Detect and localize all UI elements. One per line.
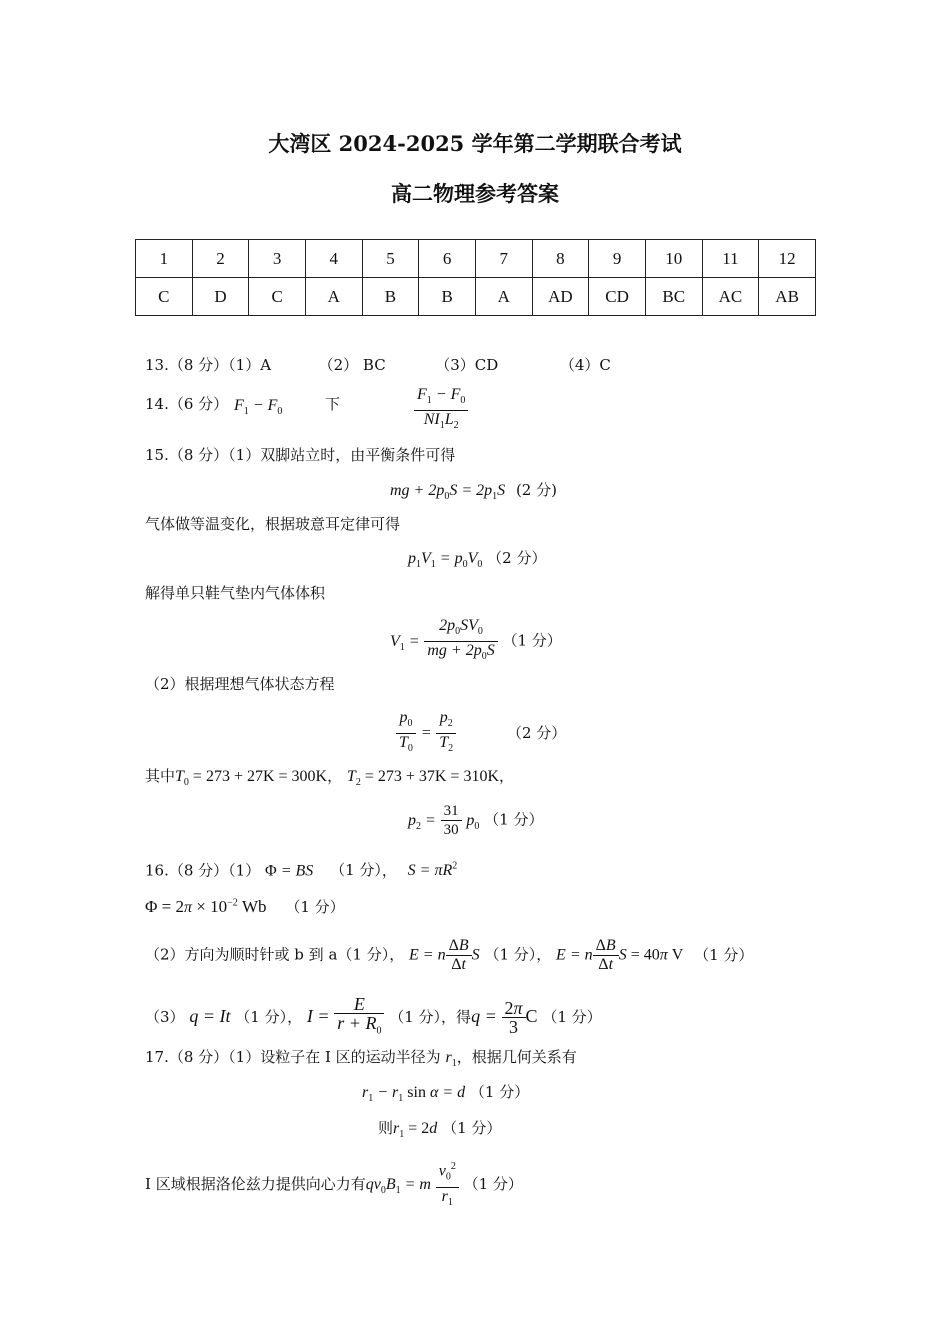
q14-head: 14.（6 分） <box>145 395 229 413</box>
q16-get: ，得 <box>441 1007 472 1026</box>
q16-line3: （2）方向为顺时针或 b 到 a（1 分）， E = n $\frac{\Delta B}{\Delta t}$ S （1 分）， E = n $\frac{\Delta B}{\Delta t}$ S = 40π V （1 分） <box>145 937 754 973</box>
q16-score: （1 分） <box>389 1007 442 1026</box>
q15-score: （1 分） <box>484 810 544 829</box>
answer-cell: A <box>475 278 532 316</box>
q17-score: （1 分） <box>469 1083 530 1101</box>
q17-score: （1 分） <box>463 1174 523 1193</box>
number-cell: 9 <box>589 240 646 278</box>
page-title: 大湾区 2024-2025 学年第二学期联合考试 <box>268 131 682 156</box>
q15-text-state: （2）根据理想气体状态方程 <box>145 675 335 693</box>
q16-part3: （3） <box>145 1007 185 1026</box>
answer-cell: AD <box>532 278 589 316</box>
q14-answer2: 下 <box>325 395 341 413</box>
q15-eq-balance: mg + $2p_0S = 2p_1S$ (2 分) <box>390 481 557 503</box>
q17-then: 则 <box>378 1119 394 1137</box>
q15-score: （2 分） <box>506 723 567 742</box>
answer-table-number-row <box>136 240 816 278</box>
q17-eq-radius: 则$r_1 = 2d$ （1 分） <box>378 1119 502 1141</box>
q15-text-boyle: 气体做等温变化，根据玻意耳定律可得 <box>145 515 401 533</box>
q16-sep: ， <box>287 1007 303 1026</box>
q16-part2: （2）方向为顺时针或 b 到 a（1 分）， <box>145 945 405 964</box>
q13-part1: 13.（8 分）（1）A <box>145 356 272 374</box>
q15-eq-state: $\frac{p_0}{T_0}$ = $\frac{p_2}{T_2}$ （2 分） <box>396 709 566 758</box>
q17-score: （1 分） <box>442 1119 502 1137</box>
q15-score: (2 分) <box>515 481 557 499</box>
answer-cell: AB <box>759 278 816 316</box>
answer-cell: B <box>419 278 476 316</box>
q16-score: （1 分） <box>330 861 382 880</box>
answer-cell: CD <box>589 278 646 316</box>
q16-sep: ， <box>381 861 397 880</box>
page-subtitle: 高二物理参考答案 <box>391 181 559 206</box>
q16-line4: （3） q = It （1 分）， I = $\frac{E}{r + R_0}$ （1 分），得q = $\frac{2\pi}{3}$ C （1 分） <box>145 994 602 1038</box>
q14-answer1: $F_1 - F_0$ <box>234 397 283 418</box>
answer-cell: B <box>362 278 419 316</box>
q16-line2: $\Phi = 2\pi \times 10^{-2}$ Wb （1 分） <box>145 896 345 916</box>
q15-eq-boyle: $p_1V_1 = p_0V_0$ （2 分） <box>408 549 547 571</box>
q16-sep: ， <box>536 945 552 964</box>
q16-score: （1 分） <box>694 945 754 964</box>
answer-cell: AC <box>702 278 759 316</box>
q17-eq-geometry: $r_1 - r_1$ sin α = d （1 分） <box>362 1083 530 1105</box>
q17-head: 17.（8 分）（1）设粒子在 I 区的运动半径为 $r_1$，根据几何关系有 <box>145 1048 577 1070</box>
q17-head-tail: ，根据几何关系有 <box>456 1048 577 1066</box>
number-cell: 11 <box>702 240 759 278</box>
q15-score: （1 分） <box>502 631 562 650</box>
answer-cell: BC <box>645 278 702 316</box>
q13-part2: （2） BC <box>318 356 386 374</box>
q13-line <box>145 355 611 375</box>
number-cell: 2 <box>192 240 249 278</box>
q16-head: 16.（8 分）（1） <box>145 861 261 880</box>
q14-answer3: $\frac{F_1 - F_0}{NI_1L_2}$ <box>414 386 468 435</box>
answer-table <box>135 239 816 316</box>
number-cell: 1 <box>136 240 193 278</box>
answer-cell: A <box>305 278 362 316</box>
q15-temperatures: 其中$T_0 = 273 + 27K = 300K$， $T_2 = 273 + 37K = 310K$， <box>145 767 515 789</box>
q15-score: （2 分） <box>487 549 547 567</box>
q16-score: （1 分） <box>285 897 345 916</box>
number-cell: 3 <box>249 240 306 278</box>
number-cell: 12 <box>759 240 816 278</box>
q17-eq-lorentz: I 区域根据洛伦兹力提供向心力有$qv_0B_1 = m$ $\frac{v_0^2}{r_1}$ （1 分） <box>145 1158 523 1212</box>
q16-score: （1 分） <box>542 1007 602 1026</box>
q16-score: （1 分） <box>235 1007 288 1026</box>
number-cell: 6 <box>419 240 476 278</box>
number-cell: 7 <box>475 240 532 278</box>
q17-head-text: 17.（8 分）（1）设粒子在 I 区的运动半径为 <box>145 1048 441 1066</box>
q15-text-volume: 解得单只鞋气垫内气体体积 <box>145 584 326 602</box>
answer-cell: D <box>192 278 249 316</box>
q15-where: 其中 <box>145 767 176 785</box>
answer-cell: C <box>136 278 193 316</box>
number-cell: 10 <box>645 240 702 278</box>
q13-part3: （3）CD <box>435 356 499 374</box>
q13-part4: （4）C <box>559 356 611 374</box>
q16-line1: 16.（8 分）（1） Φ = BS （1 分）， $S = \pi R^2$ <box>145 861 458 880</box>
q15-result: $p_2$ = $\frac{31}{30}$ $p_0$ （1 分） <box>408 803 544 838</box>
number-cell: 8 <box>532 240 589 278</box>
q16-score: （1 分） <box>484 945 537 964</box>
q15-head: 15.（8 分）（1）双脚站立时，由平衡条件可得 <box>145 446 456 464</box>
q15-eq-volume: $V_1$ = $\frac{2p_0SV_0}{mg + 2p_0S}$ （1 分） <box>390 617 562 663</box>
number-cell: 4 <box>305 240 362 278</box>
q17-lorentz-text: I 区域根据洛伦兹力提供向心力有 <box>145 1174 366 1193</box>
answer-cell: C <box>249 278 306 316</box>
answer-table-answer-row <box>136 278 816 316</box>
number-cell: 5 <box>362 240 419 278</box>
